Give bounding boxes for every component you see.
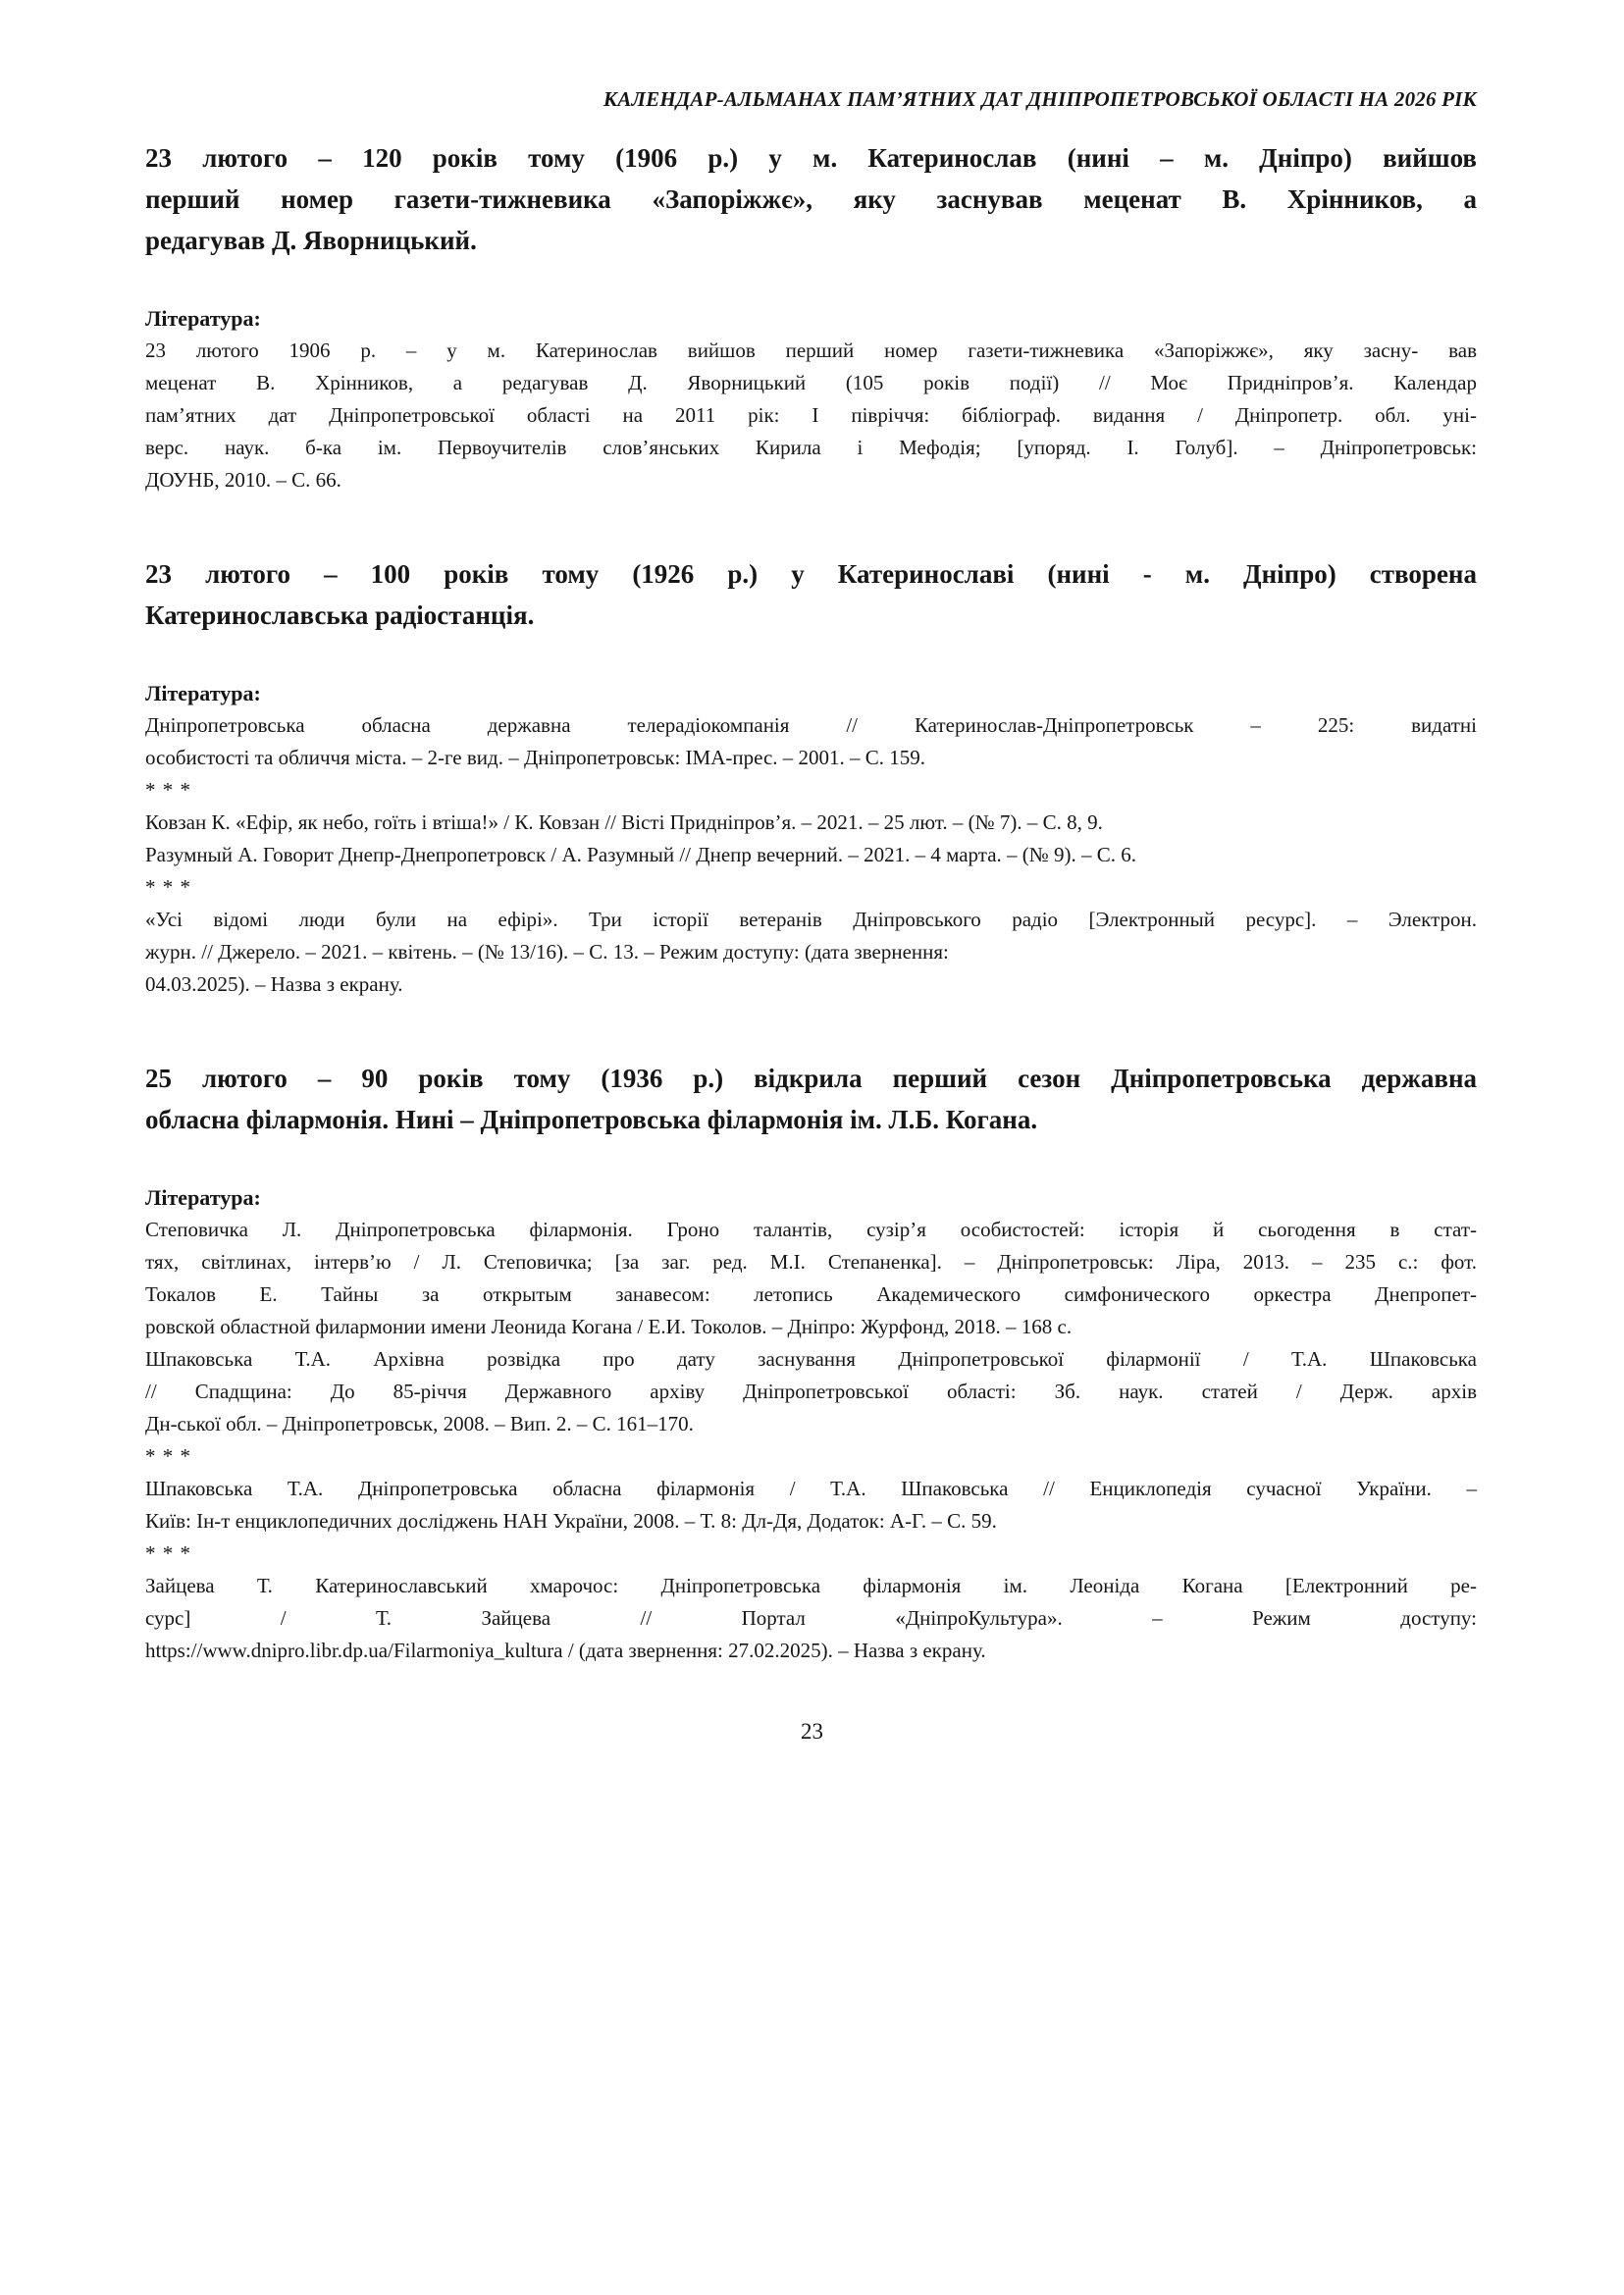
text-line: «Усі відомі люди були на ефірі». Три історії ветеранів Дніпровського радіо [Электронный ресурс]. – Электрон.	[145, 908, 1477, 931]
literature-entry	[145, 807, 1477, 871]
text-line: Шпаковська Т.А. Дніпропетровська обласна філармонія / Т.А. Шпаковська // Енциклопедія сучасної України. –	[145, 1477, 1477, 1500]
text-line: Шпаковська Т.А. Архівна розвідка про дату заснування Дніпропетровської філармонії / Т.А. Шпаковська	[145, 1347, 1477, 1371]
running-header: КАЛЕНДАР-АЛЬМАНАХ ПАМ’ЯТНИХ ДАТ ДНІПРОПЕТРОВСЬКОЇ ОБЛАСТІ НА 2026 РІК	[602, 87, 1477, 111]
literature-entry	[145, 904, 1477, 1001]
literature-label: Література:	[145, 1185, 261, 1210]
text-line: Катеринославська радіостанція.	[145, 600, 535, 630]
page-content	[145, 137, 1477, 1667]
text-line: Степовичка Л. Дніпропетровська філармонія. Гроно талантів, сузір’я особистостей: історія й сьогодення в стат-	[145, 1218, 1477, 1241]
text-line: 25 лютого – 90 років тому (1936 р.) відкрила перший сезон Дніпропетровська державна	[145, 1064, 1477, 1093]
text-line: тях, світлинах, інтерв’ю / Л. Степовичка; [за заг. ред. М.І. Степаненка]. – Дніпропетровськ: Ліра, 2013. – 235 с.: фот.	[145, 1250, 1477, 1274]
separator-stars: * * *	[145, 1444, 191, 1468]
text-line: верс. наук. б-ка ім. Первоучителів слов’янських Кирила і Мефодія; [упоряд. І. Голуб]. – Дніпропетровськ:	[145, 436, 1477, 459]
text-line: Дн-ської обл. – Дніпропетровськ, 2008. – Вип. 2. – С. 161–170.	[145, 1412, 694, 1435]
separator-stars: * * *	[145, 1541, 191, 1565]
text-line: Зайцева Т. Катеринославський хмарочос: Дніпропетровська філармонія ім. Леоніда Когана [Електронний ре-	[145, 1574, 1477, 1597]
event-heading-1926-radio	[145, 553, 1477, 636]
text-line: 23 лютого – 100 років тому (1926 р.) у Катеринославі (нині - м. Дніпро) створена	[145, 559, 1477, 589]
text-line: Токалов Е. Тайны за открытым занавесом: летопись Академического симфонического оркестра Днепропет-	[145, 1282, 1477, 1306]
text-line: меценат В. Хрінников, а редагував Д. Яворницький (105 років події) // Моє Придніпров’я. Календар	[145, 371, 1477, 394]
literature-entry	[145, 1570, 1477, 1667]
text-line: Дніпропетровська обласна державна телерадіокомпанія // Катеринослав-Дніпропетровськ – 225: видатні	[145, 713, 1477, 737]
text-line: редагував Д. Яворницький.	[145, 226, 477, 255]
text-line: Ковзан К. «Ефір, як небо, гоїть і втіша!» / К. Ковзан // Вісті Придніпров’я. – 2021. – 25 лют. – (№ 7). – С. 8, 9.	[145, 810, 1103, 834]
literature-label: Література:	[145, 681, 261, 705]
text-line: // Спадщина: До 85-річчя Державного архіву Дніпропетровської області: Зб. наук. статей / Держ. архів	[145, 1380, 1477, 1403]
literature-label: Література:	[145, 306, 261, 331]
text-line: https://www.dnipro.libr.dp.ua/Filarmoniya_kultura / (дата звернення: 27.02.2025). – Назва з екрану.	[145, 1639, 986, 1662]
separator-stars: * * *	[145, 875, 191, 899]
text-line: 23 лютого – 120 років тому (1906 р.) у м. Катеринослав (нині – м. Дніпро) вийшов	[145, 143, 1477, 173]
text-line: ДОУНБ, 2010. – С. 66.	[145, 468, 341, 492]
event-heading-1906-newspaper	[145, 137, 1477, 261]
text-line: Разумный А. Говорит Днепр-Днепропетровск / А. Разумный // Днепр вечерний. – 2021. – 4 марта. – (№ 9). – С. 6.	[145, 843, 1137, 866]
text-line: обласна філармонія. Нині – Дніпропетровська філармонія ім. Л.Б. Когана.	[145, 1105, 1038, 1134]
page-number: 23	[801, 1719, 823, 1744]
literature-entry	[145, 1473, 1477, 1538]
separator-stars: * * *	[145, 778, 191, 802]
event-heading-1936-philharmonic	[145, 1058, 1477, 1140]
text-line: особистості та обличчя міста. – 2-ге вид. – Дніпропетровськ: ІМА-прес. – 2001. – С. 159.	[145, 746, 926, 769]
literature-entry	[145, 1214, 1477, 1440]
text-line: пам’ятних дат Дніпропетровської області на 2011 рік: І півріччя: бібліограф. видання / Дніпропетр. обл. уні-	[145, 403, 1477, 427]
text-line: Київ: Ін-т енциклопедичних досліджень НАН України, 2008. – Т. 8: Дл-Дя, Додаток: А-Г. – С. 59.	[145, 1509, 997, 1533]
text-line: 04.03.2025). – Назва з екрану.	[145, 972, 403, 996]
text-line: перший номер газети-тижневика «Запоріжжє», яку заснував меценат В. Хрінников, а	[145, 184, 1477, 214]
text-line: журн. // Джерело. – 2021. – квітень. – (№ 13/16). – С. 13. – Режим доступу: (дата звернення:	[145, 940, 949, 964]
text-line: сурс] / Т. Зайцева // Портал «ДніпроКультура». – Режим доступу:	[145, 1606, 1477, 1630]
text-line: 23 лютого 1906 р. – у м. Катеринослав вийшов перший номер газети-тижневика «Запоріжжє», яку засну- вав	[145, 339, 1477, 362]
literature-entry	[145, 709, 1477, 774]
text-line: ровской областной филармонии имени Леонида Когана / Е.И. Токолов. – Дніпро: Журфонд, 2018. – 168 с.	[145, 1315, 1073, 1338]
literature-entry	[145, 335, 1477, 496]
